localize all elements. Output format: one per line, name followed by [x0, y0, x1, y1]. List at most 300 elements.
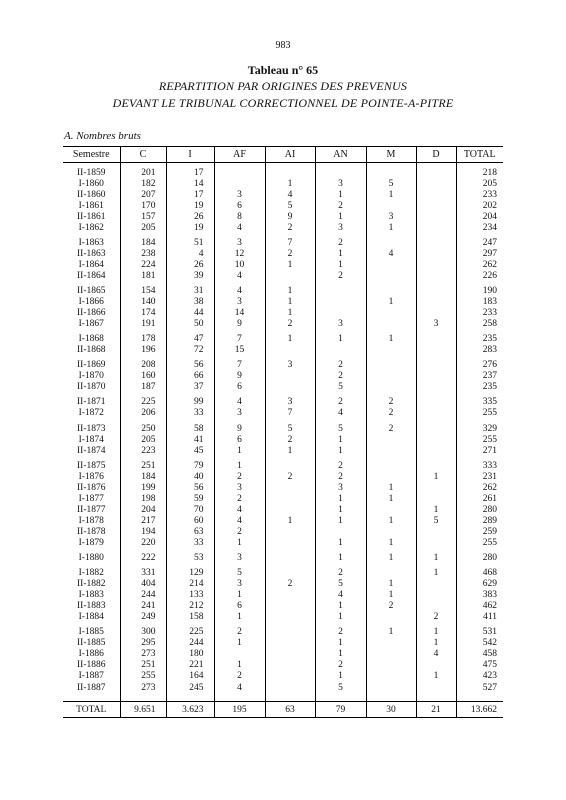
value-cell: 273	[120, 649, 166, 660]
table-row	[63, 579, 503, 590]
value-cell: 6	[214, 200, 265, 211]
value-cell: 50	[166, 319, 214, 330]
value-cell	[416, 308, 456, 319]
value-cell: 206	[120, 408, 166, 419]
value-cell: 45	[166, 445, 214, 456]
value-cell	[366, 360, 416, 371]
value-cell: 1	[366, 553, 416, 564]
column-header: Semestre	[63, 147, 120, 163]
value-cell: 2	[265, 579, 315, 590]
value-cell	[366, 660, 416, 671]
value-cell: 1	[265, 259, 315, 270]
value-cell: 201	[120, 167, 166, 178]
value-cell: 329	[456, 423, 503, 434]
semester-cell: II-1871	[77, 397, 106, 408]
semester-cell: II-1875	[77, 460, 106, 471]
table-row	[63, 671, 503, 682]
value-cell: 182	[120, 178, 166, 189]
value-cell: 4	[416, 649, 456, 660]
value-cell: 1	[315, 638, 366, 649]
value-cell: 2	[315, 660, 366, 671]
value-cell: 233	[456, 308, 503, 319]
value-cell: 4	[214, 270, 265, 281]
value-cell: 468	[456, 568, 503, 579]
value-cell	[416, 382, 456, 393]
value-cell: 214	[166, 579, 214, 590]
value-cell	[416, 270, 456, 281]
value-cell	[416, 285, 456, 296]
table-row	[63, 482, 503, 493]
value-cell: 53	[166, 553, 214, 564]
semester-cell: II-1866	[77, 308, 106, 319]
value-cell: 223	[120, 445, 166, 456]
value-cell: 5	[315, 579, 366, 590]
value-cell: 1	[366, 590, 416, 601]
value-cell: 2	[366, 408, 416, 419]
value-cell: 58	[166, 423, 214, 434]
value-cell	[416, 248, 456, 259]
value-cell: 1	[366, 222, 416, 233]
value-cell	[265, 460, 315, 471]
value-cell: 56	[166, 482, 214, 493]
table-row	[63, 167, 503, 178]
semester-cell: I-1878	[78, 515, 104, 526]
value-cell: 2	[214, 526, 265, 537]
value-cell: 251	[120, 660, 166, 671]
table-row	[63, 319, 503, 330]
table-row	[63, 423, 503, 434]
table-row	[63, 211, 503, 222]
value-cell: 208	[120, 360, 166, 371]
value-cell: 383	[456, 590, 503, 601]
value-cell: 12	[214, 248, 265, 259]
value-cell: 1	[315, 445, 366, 456]
value-cell: 5	[214, 568, 265, 579]
value-cell: 531	[456, 627, 503, 638]
value-cell: 5	[416, 515, 456, 526]
value-cell: 233	[456, 189, 503, 200]
value-cell	[366, 167, 416, 178]
value-cell: 140	[120, 297, 166, 308]
value-cell	[366, 460, 416, 471]
value-cell: 231	[456, 471, 503, 482]
table-row	[63, 434, 503, 445]
table-row	[63, 345, 503, 356]
value-cell: 181	[120, 270, 166, 281]
value-cell: 204	[120, 504, 166, 515]
value-cell: 220	[120, 537, 166, 548]
table-row	[63, 397, 503, 408]
value-cell	[265, 660, 315, 671]
value-cell	[315, 167, 366, 178]
value-cell: 4	[214, 682, 265, 693]
value-cell: 190	[456, 285, 503, 296]
value-cell: 2	[265, 222, 315, 233]
value-cell: 1	[214, 460, 265, 471]
value-cell: 235	[456, 334, 503, 345]
value-cell: 1	[315, 189, 366, 200]
table-row	[63, 382, 503, 393]
value-cell: 9	[214, 423, 265, 434]
value-cell: 423	[456, 671, 503, 682]
value-cell: 276	[456, 360, 503, 371]
value-cell: 4	[214, 504, 265, 515]
value-cell	[315, 297, 366, 308]
table-row	[63, 222, 503, 233]
value-cell: 2	[214, 671, 265, 682]
value-cell	[366, 638, 416, 649]
semester-cell: II-1869	[77, 360, 106, 371]
table-row	[63, 612, 503, 623]
value-cell	[366, 285, 416, 296]
semester-cell: I-1877	[78, 493, 104, 504]
value-cell	[366, 270, 416, 281]
value-cell: 47	[166, 334, 214, 345]
value-cell: 19	[166, 222, 214, 233]
table-row	[63, 308, 503, 319]
page-number: 983	[275, 40, 291, 51]
value-cell: 2	[315, 237, 366, 248]
value-cell: 255	[456, 537, 503, 548]
value-cell: 51	[166, 237, 214, 248]
value-cell: 217	[120, 515, 166, 526]
value-cell: 3	[315, 482, 366, 493]
value-cell: 2	[214, 471, 265, 482]
value-cell: 187	[120, 382, 166, 393]
value-cell	[366, 526, 416, 537]
value-cell: 4	[265, 189, 315, 200]
table-row	[63, 515, 503, 526]
value-cell: 225	[120, 397, 166, 408]
semester-cell: II-1883	[77, 601, 106, 612]
value-cell: 262	[456, 259, 503, 270]
value-cell	[315, 285, 366, 296]
value-cell: 14	[214, 308, 265, 319]
semester-cell: II-1860	[77, 189, 106, 200]
column-header: AF	[214, 147, 265, 163]
value-cell	[366, 308, 416, 319]
value-cell: 458	[456, 649, 503, 660]
column-header: D	[416, 147, 456, 163]
value-cell: 3	[214, 553, 265, 564]
semester-cell: I-1860	[78, 178, 104, 189]
value-cell: 2	[315, 371, 366, 382]
value-cell	[265, 671, 315, 682]
semester-cell: II-1882	[77, 579, 106, 590]
value-cell: 15	[214, 345, 265, 356]
value-cell: 39	[166, 270, 214, 281]
value-cell: 1	[416, 471, 456, 482]
value-cell: 2	[366, 423, 416, 434]
value-cell: 250	[120, 423, 166, 434]
value-cell: 2	[416, 612, 456, 623]
value-cell: 3	[416, 319, 456, 330]
value-cell	[416, 601, 456, 612]
value-cell: 1	[265, 178, 315, 189]
value-cell: 6	[214, 434, 265, 445]
value-cell: 1	[366, 334, 416, 345]
value-cell	[265, 270, 315, 281]
total-value: 30	[366, 702, 416, 718]
value-cell: 199	[120, 482, 166, 493]
value-cell: 66	[166, 371, 214, 382]
value-cell: 38	[166, 297, 214, 308]
value-cell: 4	[214, 397, 265, 408]
value-cell: 26	[166, 211, 214, 222]
table-row	[63, 649, 503, 660]
value-cell: 542	[456, 638, 503, 649]
value-cell: 6	[214, 382, 265, 393]
value-cell: 3	[315, 319, 366, 330]
value-cell: 174	[120, 308, 166, 319]
table-row	[63, 360, 503, 371]
value-cell: 129	[166, 568, 214, 579]
semester-cell: I-1880	[78, 553, 104, 564]
value-cell	[416, 237, 456, 248]
value-cell: 2	[366, 397, 416, 408]
column-header: AN	[315, 147, 366, 163]
semester-cell: II-1865	[77, 285, 106, 296]
value-cell: 2	[315, 360, 366, 371]
value-cell: 2	[315, 471, 366, 482]
value-cell: 157	[120, 211, 166, 222]
group-spacer	[63, 693, 503, 702]
value-cell: 205	[456, 178, 503, 189]
semester-cell: I-1861	[78, 200, 104, 211]
value-cell: 411	[456, 612, 503, 623]
value-cell: 158	[166, 612, 214, 623]
value-cell: 1	[265, 515, 315, 526]
semester-cell: II-1864	[77, 270, 106, 281]
value-cell: 1	[315, 601, 366, 612]
value-cell: 191	[120, 319, 166, 330]
value-cell	[265, 568, 315, 579]
value-cell: 56	[166, 360, 214, 371]
value-cell: 297	[456, 248, 503, 259]
value-cell: 204	[456, 211, 503, 222]
value-cell: 1	[315, 671, 366, 682]
value-cell: 1	[366, 482, 416, 493]
value-cell: 3	[214, 189, 265, 200]
total-value: 195	[214, 702, 265, 718]
semester-cell: I-1887	[78, 671, 104, 682]
value-cell: 3	[315, 222, 366, 233]
semester-cell: II-1861	[77, 211, 106, 222]
total-value: 13.662	[456, 702, 503, 718]
value-cell: 333	[456, 460, 503, 471]
value-cell: 258	[456, 319, 503, 330]
value-cell: 224	[120, 259, 166, 270]
value-cell: 59	[166, 493, 214, 504]
value-cell: 222	[120, 553, 166, 564]
value-cell: 1	[315, 649, 366, 660]
table-row	[63, 471, 503, 482]
value-cell: 1	[366, 579, 416, 590]
value-cell	[366, 237, 416, 248]
value-cell: 1	[366, 627, 416, 638]
value-cell: 212	[166, 601, 214, 612]
table-row	[63, 590, 503, 601]
value-cell	[416, 526, 456, 537]
value-cell: 180	[166, 649, 214, 660]
value-cell: 271	[456, 445, 503, 456]
value-cell: 5	[265, 200, 315, 211]
value-cell: 63	[166, 526, 214, 537]
table-row	[63, 537, 503, 548]
value-cell: 244	[120, 590, 166, 601]
value-cell: 1	[265, 334, 315, 345]
value-cell: 4	[315, 590, 366, 601]
semester-cell: II-1863	[77, 248, 106, 259]
value-cell: 3	[214, 482, 265, 493]
value-cell	[416, 397, 456, 408]
value-cell: 247	[456, 237, 503, 248]
value-cell: 1	[416, 638, 456, 649]
value-cell: 1	[214, 638, 265, 649]
value-cell: 1	[366, 493, 416, 504]
value-cell	[416, 259, 456, 270]
value-cell: 245	[166, 682, 214, 693]
value-cell	[265, 601, 315, 612]
value-cell: 1	[416, 553, 456, 564]
value-cell: 289	[456, 515, 503, 526]
value-cell: 160	[120, 371, 166, 382]
semester-cell: II-1887	[77, 682, 106, 693]
value-cell: 3	[265, 360, 315, 371]
value-cell	[366, 568, 416, 579]
table-row	[63, 553, 503, 564]
value-cell: 234	[456, 222, 503, 233]
value-cell	[416, 222, 456, 233]
value-cell: 1	[214, 537, 265, 548]
value-cell: 9	[214, 319, 265, 330]
value-cell: 4	[166, 248, 214, 259]
value-cell	[416, 345, 456, 356]
value-cell: 2	[315, 270, 366, 281]
value-cell: 198	[120, 493, 166, 504]
value-cell	[265, 553, 315, 564]
value-cell: 1	[366, 515, 416, 526]
value-cell	[416, 493, 456, 504]
value-cell	[416, 460, 456, 471]
value-cell: 184	[120, 471, 166, 482]
value-cell: 1	[315, 537, 366, 548]
table-row	[63, 189, 503, 200]
value-cell: 629	[456, 579, 503, 590]
value-cell: 1	[416, 627, 456, 638]
total-value: 3.623	[166, 702, 214, 718]
value-cell	[265, 345, 315, 356]
value-cell	[416, 167, 456, 178]
value-cell: 259	[456, 526, 503, 537]
value-cell: 2	[315, 460, 366, 471]
value-cell: 4	[214, 285, 265, 296]
value-cell: 17	[166, 167, 214, 178]
value-cell	[416, 200, 456, 211]
semester-cell: I-1886	[78, 649, 104, 660]
value-cell: 1	[416, 568, 456, 579]
value-cell: 280	[456, 553, 503, 564]
data-table	[63, 146, 503, 718]
table-row	[63, 526, 503, 537]
value-cell: 475	[456, 660, 503, 671]
value-cell: 2	[315, 627, 366, 638]
value-cell: 280	[456, 504, 503, 515]
value-cell: 2	[315, 397, 366, 408]
value-cell	[366, 471, 416, 482]
table-row	[63, 371, 503, 382]
value-cell	[416, 211, 456, 222]
value-cell: 331	[120, 568, 166, 579]
value-cell: 194	[120, 526, 166, 537]
semester-cell: I-1864	[78, 259, 104, 270]
value-cell: 1	[265, 297, 315, 308]
value-cell: 1	[214, 612, 265, 623]
value-cell: 8	[214, 211, 265, 222]
semester-cell: II-1878	[77, 526, 106, 537]
value-cell: 283	[456, 345, 503, 356]
value-cell	[366, 259, 416, 270]
table-subtitle-line1: REPARTITION PAR ORIGINES DES PREVENUS	[158, 79, 408, 93]
value-cell	[366, 319, 416, 330]
table-row	[63, 178, 503, 189]
value-cell: 1	[366, 537, 416, 548]
value-cell	[214, 178, 265, 189]
value-cell: 7	[214, 360, 265, 371]
semester-cell: I-1866	[78, 297, 104, 308]
value-cell	[416, 360, 456, 371]
table-row	[63, 660, 503, 671]
table-title: Tableau n° 65	[247, 63, 319, 77]
value-cell: 1	[315, 434, 366, 445]
value-cell	[366, 445, 416, 456]
value-cell: 6	[214, 601, 265, 612]
total-row	[63, 702, 503, 718]
value-cell: 4	[366, 248, 416, 259]
value-cell: 3	[214, 297, 265, 308]
value-cell: 1	[315, 334, 366, 345]
value-cell	[265, 590, 315, 601]
value-cell	[265, 493, 315, 504]
value-cell	[315, 345, 366, 356]
total-value: 79	[315, 702, 366, 718]
value-cell: 1	[315, 612, 366, 623]
value-cell: 31	[166, 285, 214, 296]
value-cell: 184	[120, 237, 166, 248]
value-cell: 1	[265, 285, 315, 296]
value-cell: 99	[166, 397, 214, 408]
table-body	[63, 163, 503, 718]
total-value: 9.651	[120, 702, 166, 718]
table-row	[63, 285, 503, 296]
column-header: AI	[265, 147, 315, 163]
value-cell: 183	[456, 297, 503, 308]
value-cell: 164	[166, 671, 214, 682]
table-row	[63, 460, 503, 471]
value-cell: 273	[120, 682, 166, 693]
value-cell: 1	[315, 211, 366, 222]
semester-cell: I-1882	[78, 568, 104, 579]
value-cell: 3	[366, 211, 416, 222]
value-cell: 3	[315, 178, 366, 189]
semester-cell: II-1885	[77, 638, 106, 649]
table-row	[63, 638, 503, 649]
value-cell: 2	[315, 200, 366, 211]
value-cell: 527	[456, 682, 503, 693]
table-row	[63, 601, 503, 612]
value-cell: 1	[315, 493, 366, 504]
column-header: C	[120, 147, 166, 163]
